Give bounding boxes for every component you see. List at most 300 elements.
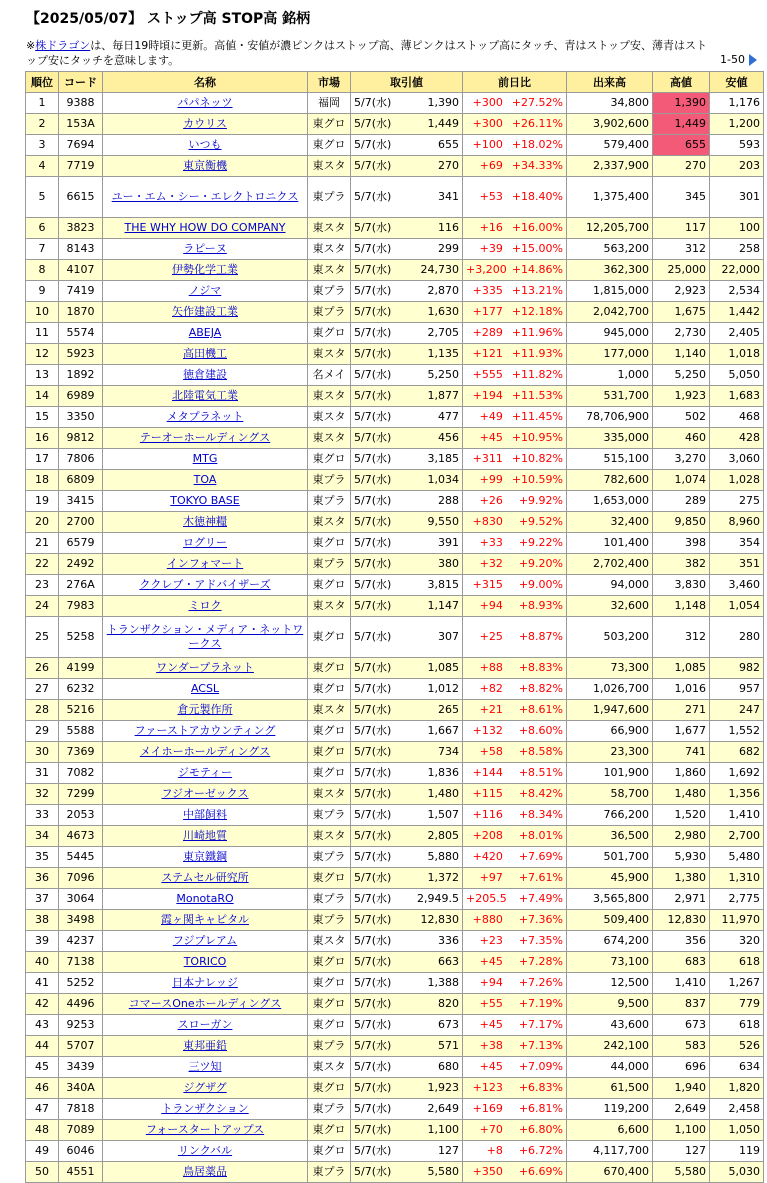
trade-price: 734 — [438, 745, 459, 758]
volume-cell: 2,337,900 — [567, 156, 653, 177]
volume-cell: 242,100 — [567, 1036, 653, 1057]
change-cell — [463, 952, 567, 973]
volume-cell: 23,300 — [567, 742, 653, 763]
stock-name-link[interactable]: ACSL — [190, 682, 220, 695]
trade-date: 5/7(水) — [354, 787, 392, 800]
low-cell: 2,700 — [710, 826, 764, 847]
change-value: +99 — [479, 473, 503, 486]
stock-name-link[interactable]: スローガン — [177, 1018, 233, 1031]
stock-name-link[interactable]: 北陸電気工業 — [172, 389, 238, 402]
high-cell: 12,830 — [653, 910, 710, 931]
low-cell: 5,480 — [710, 847, 764, 868]
name-cell — [103, 449, 308, 470]
trade-price: 299 — [438, 242, 459, 255]
high-cell: 1,148 — [653, 596, 710, 617]
change-value: +121 — [472, 347, 503, 360]
code-cell: 3439 — [59, 1057, 103, 1078]
volume-cell: 1,947,600 — [567, 700, 653, 721]
header-low[interactable]: 安値 — [710, 72, 764, 93]
stock-name-link[interactable]: メタプラネット — [166, 410, 244, 423]
table-row — [26, 973, 764, 994]
name-cell — [103, 365, 308, 386]
code-cell: 7096 — [59, 868, 103, 889]
page-title: 【2025/05/07】 ストップ高 STOP高 銘柄 — [26, 11, 311, 27]
low-cell: 1,200 — [710, 114, 764, 135]
change-percent: +7.09% — [518, 1060, 563, 1073]
rank-cell: 16 — [26, 428, 59, 449]
price-cell — [351, 889, 463, 910]
name-cell — [103, 135, 308, 156]
market-cell: 東スタ — [308, 407, 351, 428]
trade-date: 5/7(水) — [354, 913, 392, 926]
name-cell — [103, 910, 308, 931]
price-cell — [351, 156, 463, 177]
stock-name-link[interactable]: 鳥居薬品 — [183, 1165, 227, 1178]
volume-cell: 94,000 — [567, 575, 653, 596]
volume-cell: 670,400 — [567, 1162, 653, 1183]
low-cell: 2,775 — [710, 889, 764, 910]
volume-cell: 531,700 — [567, 386, 653, 407]
trade-date: 5/7(水) — [354, 1018, 392, 1031]
change-value: +8 — [486, 1144, 503, 1157]
kabu-dragon-link[interactable]: 株ドラゴン — [35, 39, 91, 52]
volume-cell: 9,500 — [567, 994, 653, 1015]
volume-cell: 509,400 — [567, 910, 653, 931]
stock-name-link[interactable]: THE WHY HOW DO COMPANY — [124, 221, 286, 234]
header-market[interactable]: 市場 — [308, 72, 351, 93]
trade-price: 24,730 — [420, 263, 459, 276]
low-cell: 1,050 — [710, 1120, 764, 1141]
trade-price: 380 — [438, 557, 459, 570]
trade-price: 456 — [438, 431, 459, 444]
table-row — [26, 470, 764, 491]
stock-name-link[interactable]: リンクバル — [177, 1144, 233, 1157]
table-row — [26, 784, 764, 805]
price-cell — [351, 826, 463, 847]
change-value: +300 — [472, 96, 503, 109]
code-cell: 7818 — [59, 1099, 103, 1120]
high-cell: 2,971 — [653, 889, 710, 910]
stock-name-link[interactable]: 倉元製作所 — [177, 703, 233, 716]
price-cell — [351, 575, 463, 596]
change-percent: +11.93% — [511, 347, 563, 360]
market-cell: 東グロ — [308, 679, 351, 700]
market-cell: 東スタ — [308, 344, 351, 365]
name-cell — [103, 1078, 308, 1099]
low-cell: 428 — [710, 428, 764, 449]
change-value: +555 — [472, 368, 503, 381]
table-row — [26, 994, 764, 1015]
market-cell: 東グロ — [308, 135, 351, 156]
header-name[interactable]: 名称 — [103, 72, 308, 93]
stock-name-link[interactable]: パパネッツ — [177, 96, 233, 109]
change-value: +123 — [472, 1081, 503, 1094]
code-cell: 5445 — [59, 847, 103, 868]
rank-cell: 7 — [26, 239, 59, 260]
change-percent: +18.02% — [511, 138, 563, 151]
trade-date: 5/7(水) — [354, 934, 392, 947]
low-cell: 301 — [710, 177, 764, 218]
trade-date: 5/7(水) — [354, 159, 392, 172]
volume-cell: 579,400 — [567, 135, 653, 156]
price-cell — [351, 1036, 463, 1057]
stock-name-link[interactable]: 高田機工 — [183, 347, 227, 360]
change-value: +335 — [472, 284, 503, 297]
volume-cell: 61,500 — [567, 1078, 653, 1099]
change-percent: +11.53% — [511, 389, 563, 402]
change-value: +16 — [479, 221, 503, 234]
stock-name-link[interactable]: コマースOneホールディングス — [128, 997, 282, 1010]
trade-date: 5/7(水) — [354, 1081, 392, 1094]
code-cell: 5252 — [59, 973, 103, 994]
stock-name-link[interactable]: カウリス — [183, 117, 227, 130]
change-percent: +7.61% — [518, 871, 563, 884]
volume-cell: 45,900 — [567, 868, 653, 889]
change-cell — [463, 344, 567, 365]
stock-name-link[interactable]: 徳倉建設 — [183, 368, 227, 381]
change-value: +32 — [479, 557, 503, 570]
trade-date: 5/7(水) — [354, 494, 392, 507]
trade-price: 571 — [438, 1039, 459, 1052]
stock-name-link[interactable]: トランザクション — [161, 1102, 249, 1115]
trade-date: 5/7(水) — [354, 347, 392, 360]
price-cell — [351, 1120, 463, 1141]
code-cell: 4673 — [59, 826, 103, 847]
market-cell: 東スタ — [308, 218, 351, 239]
change-percent: +26.11% — [511, 117, 563, 130]
high-cell: 312 — [653, 239, 710, 260]
volume-cell: 58,700 — [567, 784, 653, 805]
change-value: +82 — [479, 682, 503, 695]
change-value: +58 — [479, 745, 503, 758]
trade-price: 1,390 — [427, 96, 459, 109]
high-cell: 2,923 — [653, 281, 710, 302]
low-cell: 957 — [710, 679, 764, 700]
trade-price: 3,185 — [427, 452, 459, 465]
rank-cell: 5 — [26, 177, 59, 218]
legend-note — [26, 38, 716, 68]
code-cell: 5707 — [59, 1036, 103, 1057]
volume-cell: 177,000 — [567, 344, 653, 365]
high-cell: 1,923 — [653, 386, 710, 407]
trade-price: 9,550 — [427, 515, 459, 528]
trade-date: 5/7(水) — [354, 326, 392, 339]
stock-name-link[interactable]: フォースタートアップス — [145, 1123, 265, 1136]
change-cell — [463, 742, 567, 763]
header-rank[interactable]: 順位 — [26, 72, 59, 93]
low-cell: 634 — [710, 1057, 764, 1078]
code-cell: 5923 — [59, 344, 103, 365]
change-percent: +11.96% — [511, 326, 563, 339]
trade-price: 5,580 — [427, 1165, 459, 1178]
name-cell — [103, 742, 308, 763]
change-percent: +8.61% — [518, 703, 563, 716]
stock-name-link[interactable]: ユー・エム・シー・エレクトロニクス — [111, 190, 299, 203]
header-price[interactable]: 取引値 — [351, 72, 463, 93]
header-volume[interactable]: 出来高 — [567, 72, 653, 93]
market-cell: 東プラ — [308, 491, 351, 512]
stock-name-link[interactable]: トランザクション・メディア・ネットワークス — [106, 623, 304, 650]
change-value: +420 — [472, 850, 503, 863]
low-cell: 1,054 — [710, 596, 764, 617]
table-row — [26, 952, 764, 973]
stock-name-link[interactable]: メイホーホールディングス — [139, 745, 271, 758]
rank-cell: 2 — [26, 114, 59, 135]
market-cell: 東プラ — [308, 281, 351, 302]
high-cell: 1,390 — [653, 93, 710, 114]
trade-date: 5/7(水) — [354, 892, 392, 905]
price-cell — [351, 1057, 463, 1078]
change-cell — [463, 994, 567, 1015]
change-cell — [463, 889, 567, 910]
price-cell — [351, 679, 463, 700]
price-cell — [351, 1162, 463, 1183]
header-change[interactable]: 前日比 — [463, 72, 567, 93]
rank-cell: 49 — [26, 1141, 59, 1162]
name-cell — [103, 763, 308, 784]
high-cell: 583 — [653, 1036, 710, 1057]
price-cell — [351, 323, 463, 344]
low-cell: 320 — [710, 931, 764, 952]
name-cell — [103, 281, 308, 302]
change-percent: +18.40% — [511, 190, 563, 203]
market-cell: 東グロ — [308, 763, 351, 784]
stock-name-link[interactable]: 東京衡機 — [183, 159, 227, 172]
stock-name-link[interactable]: ステムセル研究所 — [161, 871, 249, 884]
table-row — [26, 512, 764, 533]
stock-name-link[interactable]: TOA — [193, 473, 217, 486]
stock-name-link[interactable]: ノジマ — [188, 284, 222, 297]
market-cell: 東グロ — [308, 1015, 351, 1036]
volume-cell: 1,653,000 — [567, 491, 653, 512]
change-value: +194 — [472, 389, 503, 402]
price-cell — [351, 700, 463, 721]
code-cell: 2053 — [59, 805, 103, 826]
header-high[interactable]: 高値 — [653, 72, 710, 93]
low-cell: 354 — [710, 533, 764, 554]
rank-cell: 17 — [26, 449, 59, 470]
change-percent: +8.82% — [518, 682, 563, 695]
stock-name-link[interactable]: ククレブ・アドバイザーズ — [139, 578, 271, 591]
change-value: +55 — [479, 997, 503, 1010]
price-cell — [351, 449, 463, 470]
high-cell: 1,480 — [653, 784, 710, 805]
low-cell: 1,442 — [710, 302, 764, 323]
stock-name-link[interactable]: ジグザグ — [183, 1081, 227, 1094]
price-cell — [351, 763, 463, 784]
trade-price: 1,667 — [427, 724, 459, 737]
price-cell — [351, 1015, 463, 1036]
market-cell: 東スタ — [308, 156, 351, 177]
change-percent: +14.86% — [511, 263, 563, 276]
stock-name-link[interactable]: ラピーヌ — [183, 242, 227, 255]
stock-name-link[interactable]: TOKYO BASE — [170, 494, 240, 507]
stock-name-link[interactable]: いつも — [188, 138, 222, 151]
name-cell — [103, 470, 308, 491]
trade-price: 1,507 — [427, 808, 459, 821]
change-cell — [463, 1099, 567, 1120]
trade-date: 5/7(水) — [354, 1039, 392, 1052]
stock-name-link[interactable]: 中部飼料 — [183, 808, 227, 821]
note-text: は、毎日19時頃に更新。高値・安値が濃ピンクはストップ高、薄ピンクはストップ高にタッチ、青はストップ安、薄青はストップ安にタッチを意味します。 — [26, 39, 708, 67]
price-cell — [351, 721, 463, 742]
low-cell: 22,000 — [710, 260, 764, 281]
code-cell: 5588 — [59, 721, 103, 742]
name-cell — [103, 868, 308, 889]
stock-name-link[interactable]: 川崎地質 — [183, 829, 227, 842]
table-row — [26, 239, 764, 260]
stock-name-link[interactable]: MTG — [192, 452, 218, 465]
name-cell — [103, 973, 308, 994]
code-cell: 4199 — [59, 658, 103, 679]
code-cell: 9812 — [59, 428, 103, 449]
table-row — [26, 805, 764, 826]
market-cell: 東グロ — [308, 658, 351, 679]
table-row — [26, 135, 764, 156]
stock-name-link[interactable]: 東京鐵鋼 — [183, 850, 227, 863]
market-cell: 福岡 — [308, 93, 351, 114]
trade-date: 5/7(水) — [354, 955, 392, 968]
trade-price: 2,705 — [427, 326, 459, 339]
trade-price: 127 — [438, 1144, 459, 1157]
change-value: +315 — [472, 578, 503, 591]
stock-name-link[interactable]: 三ツ知 — [188, 1060, 222, 1073]
trade-price: 2,949.5 — [417, 892, 459, 905]
change-cell — [463, 617, 567, 658]
table-row — [26, 302, 764, 323]
volume-cell: 101,900 — [567, 763, 653, 784]
stock-name-link[interactable]: ジモティー — [177, 766, 233, 779]
stock-name-link[interactable]: TORICO — [183, 955, 227, 968]
name-cell — [103, 700, 308, 721]
rank-cell: 46 — [26, 1078, 59, 1099]
trade-price: 1,012 — [427, 682, 459, 695]
change-percent: +11.82% — [511, 368, 563, 381]
change-value: +100 — [472, 138, 503, 151]
high-cell: 382 — [653, 554, 710, 575]
change-value: +144 — [472, 766, 503, 779]
table-row — [26, 365, 764, 386]
low-cell: 1,267 — [710, 973, 764, 994]
trade-price: 2,805 — [427, 829, 459, 842]
volume-cell: 3,565,800 — [567, 889, 653, 910]
rank-cell: 9 — [26, 281, 59, 302]
table-body — [26, 93, 764, 1183]
volume-cell: 2,042,700 — [567, 302, 653, 323]
volume-cell: 1,000 — [567, 365, 653, 386]
low-cell: 593 — [710, 135, 764, 156]
trade-date: 5/7(水) — [354, 431, 392, 444]
stock-name-link[interactable]: フジプレアム — [172, 934, 238, 947]
rank-cell: 50 — [26, 1162, 59, 1183]
stock-name-link[interactable]: フジオーゼックス — [161, 787, 249, 800]
name-cell — [103, 177, 308, 218]
change-value: +289 — [472, 326, 503, 339]
change-cell — [463, 1036, 567, 1057]
name-cell — [103, 575, 308, 596]
change-cell — [463, 93, 567, 114]
rank-cell: 41 — [26, 973, 59, 994]
trade-price: 1,135 — [427, 347, 459, 360]
trade-date: 5/7(水) — [354, 536, 392, 549]
table-row — [26, 931, 764, 952]
stock-name-link[interactable]: ミロク — [188, 599, 222, 612]
name-cell — [103, 1057, 308, 1078]
stock-name-link[interactable]: ファーストアカウンティング — [134, 724, 276, 737]
stock-name-link[interactable]: 東邦亜鉛 — [183, 1039, 227, 1052]
market-cell: 東グロ — [308, 868, 351, 889]
code-cell: 2492 — [59, 554, 103, 575]
change-cell — [463, 658, 567, 679]
stock-name-link[interactable]: 霞ヶ関キャピタル — [161, 913, 249, 926]
trade-date: 5/7(水) — [354, 190, 392, 203]
market-cell: 東プラ — [308, 1162, 351, 1183]
trade-date: 5/7(水) — [354, 117, 392, 130]
stock-name-link[interactable]: ABEJA — [188, 326, 222, 339]
market-cell: 東プラ — [308, 1099, 351, 1120]
code-cell: 5574 — [59, 323, 103, 344]
high-cell: 356 — [653, 931, 710, 952]
high-cell: 312 — [653, 617, 710, 658]
volume-cell: 766,200 — [567, 805, 653, 826]
code-cell: 7806 — [59, 449, 103, 470]
trade-price: 1,877 — [427, 389, 459, 402]
code-cell: 6046 — [59, 1141, 103, 1162]
stock-name-link[interactable]: MonotaRO — [176, 892, 234, 905]
high-cell: 9,850 — [653, 512, 710, 533]
trade-price: 655 — [438, 138, 459, 151]
change-cell — [463, 910, 567, 931]
high-cell: 5,250 — [653, 365, 710, 386]
stock-name-link[interactable]: 木徳神糧 — [183, 515, 227, 528]
table-row — [26, 1036, 764, 1057]
price-cell — [351, 135, 463, 156]
code-cell: 4496 — [59, 994, 103, 1015]
low-cell: 280 — [710, 617, 764, 658]
stock-name-link[interactable]: ログリー — [183, 536, 227, 549]
change-value: +177 — [472, 305, 503, 318]
stock-name-link[interactable]: 伊勢化学工業 — [172, 263, 238, 276]
price-cell — [351, 407, 463, 428]
rank-cell: 31 — [26, 763, 59, 784]
change-cell — [463, 721, 567, 742]
high-cell: 502 — [653, 407, 710, 428]
change-cell — [463, 575, 567, 596]
code-cell: 1892 — [59, 365, 103, 386]
stock-name-link[interactable]: ワンダープラネット — [156, 661, 254, 674]
stock-name-link[interactable]: 矢作建設工業 — [172, 305, 238, 318]
table-row — [26, 281, 764, 302]
stock-name-link[interactable]: 日本ナレッジ — [172, 976, 238, 989]
next-page-arrow-icon[interactable] — [749, 54, 757, 66]
header-code[interactable]: コード — [59, 72, 103, 93]
code-cell: 8143 — [59, 239, 103, 260]
trade-date: 5/7(水) — [354, 515, 392, 528]
name-cell — [103, 1015, 308, 1036]
market-cell: 東プラ — [308, 554, 351, 575]
change-cell — [463, 1141, 567, 1162]
low-cell: 779 — [710, 994, 764, 1015]
change-cell — [463, 386, 567, 407]
stock-name-link[interactable]: テーオーホールディングス — [139, 431, 271, 444]
trade-date: 5/7(水) — [354, 242, 392, 255]
price-cell — [351, 1099, 463, 1120]
stock-name-link[interactable]: インフォマート — [166, 557, 244, 570]
code-cell: 6989 — [59, 386, 103, 407]
trade-price: 2,649 — [427, 1102, 459, 1115]
price-cell — [351, 973, 463, 994]
trade-date: 5/7(水) — [354, 976, 392, 989]
